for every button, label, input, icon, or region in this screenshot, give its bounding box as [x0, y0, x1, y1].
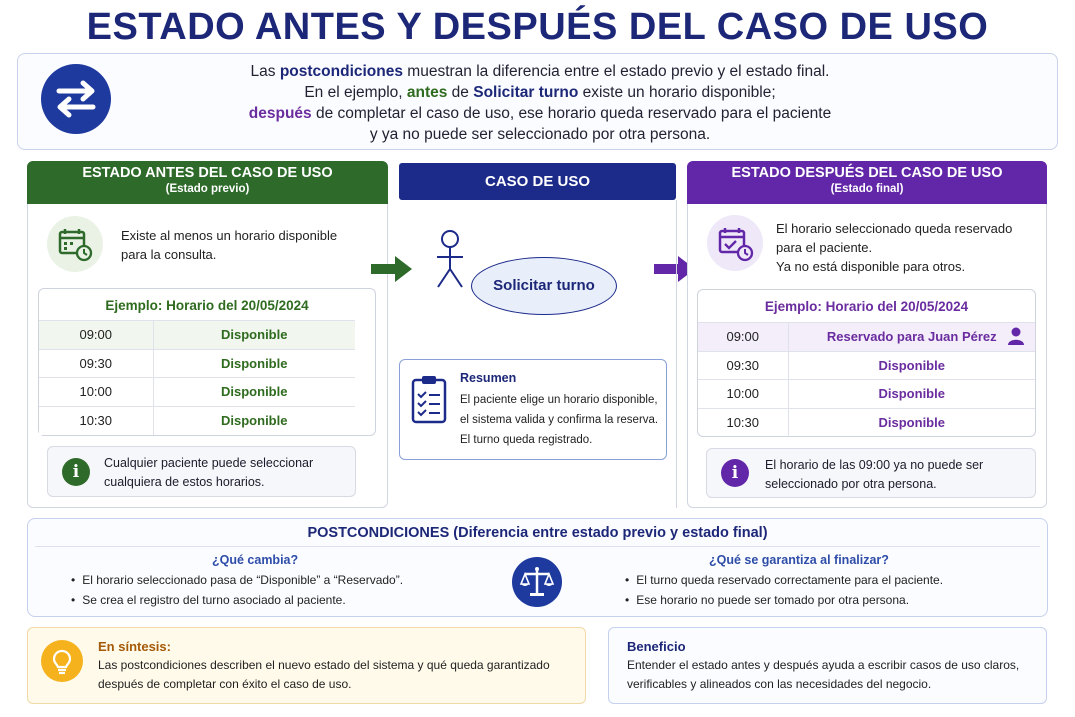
synthesis-title: En síntesis:: [98, 639, 171, 654]
postconditions-title: POSTCONDICIONES (Diferencia entre estado previo y estado final): [307, 525, 768, 541]
table-row: 10:00 Disponible: [39, 378, 355, 407]
scales-icon: [512, 557, 562, 607]
before-description: Existe al menos un horario disponible para la consulta.: [121, 228, 338, 262]
before-panel-header: [27, 161, 388, 204]
before-example-title: Ejemplo: Horario del 20/05/2024: [105, 298, 309, 313]
usecase-ellipse: Solicitar turno: [471, 257, 617, 315]
arrow-right-icon: [371, 255, 413, 288]
what-changes-list: [71, 570, 491, 610]
table-row: 09:30 Disponible: [698, 351, 1035, 380]
after-note-text: El horario de las 09:00 ya no puede ser seleccionado por otra persona.: [765, 458, 984, 491]
actor-icon: [430, 229, 470, 296]
usecase-title: CASO DE USO: [484, 173, 590, 190]
table-row: 10:30 Disponible: [39, 406, 355, 435]
after-panel-header: [687, 161, 1047, 204]
info-icon: i: [62, 458, 90, 486]
after-example-title: Ejemplo: Horario del 20/05/2024: [764, 299, 969, 314]
clipboard-checklist-icon: [409, 374, 449, 431]
table-row: 09:00 Reservado para Juan Pérez: [698, 323, 1035, 352]
after-title: ESTADO DESPUÉS DEL CASO DE USO: [731, 165, 1003, 181]
after-schedule-table: [698, 322, 1035, 437]
table-row: 09:30 Disponible: [39, 349, 355, 378]
before-title: ESTADO ANTES DEL CASO DE USO: [82, 165, 333, 181]
guarantee-list: [625, 570, 1035, 610]
intro-text: Las postcondiciones muestran la diferencia entre el estado previo y el estado final. En el ejemplo, antes de Solicitar turno existe un horario disponible; después de completar el caso de uso, ese horario queda reservado para el paciente y ya no puede ser seleccionado por otra persona.: [248, 63, 832, 143]
guarantee-heading: ¿Qué se garantiza al finalizar?: [709, 553, 889, 567]
swap-arrows-icon: [41, 64, 111, 134]
info-icon: i: [721, 459, 749, 487]
before-subtitle: (Estado previo): [165, 183, 250, 195]
list-item: • El horario seleccionado pasa de “Disponible” a “Reservado”.: [71, 570, 491, 590]
lightbulb-icon: [41, 640, 83, 682]
list-item: • El turno queda reservado correctamente para el paciente.: [625, 570, 1035, 590]
list-item: • Ese horario no puede ser tomado por otra persona.: [625, 590, 1035, 610]
table-row: 10:30 Disponible: [698, 408, 1035, 437]
after-subtitle: (Estado final): [830, 183, 904, 195]
after-description: El horario seleccionado queda reservado para el paciente. Ya no está disponible para otros.: [776, 221, 1013, 274]
before-note-text: Cualquier paciente puede seleccionar cualquiera de estos horarios.: [104, 456, 314, 489]
what-changes-heading: ¿Qué cambia?: [212, 553, 299, 567]
table-row: 10:00 Disponible: [698, 380, 1035, 409]
user-icon: [1006, 326, 1026, 351]
calendar-check-icon: [707, 215, 763, 271]
usecase-header: [399, 163, 676, 200]
benefit-title: Beneficio: [627, 639, 686, 654]
page-title: ESTADO ANTES Y DESPUÉS DEL CASO DE USO: [86, 6, 989, 48]
divider: [35, 546, 1040, 547]
calendar-clock-icon: [47, 216, 103, 272]
before-schedule-table: [39, 320, 355, 435]
list-item: • Se crea el registro del turno asociado al paciente.: [71, 590, 491, 610]
table-row: 09:00 Disponible: [39, 321, 355, 350]
benefit-text: Entender el estado antes y después ayuda a escribir casos de uso claros, verificables y alineados con las necesidades del negocio.: [627, 658, 1020, 691]
summary-text: El paciente elige un horario disponible, el sistema valida y confirma la reserva. El turno queda registrado.: [460, 394, 659, 446]
summary-title: Resumen: [460, 371, 517, 385]
divider: [676, 200, 677, 508]
synthesis-text: Las postcondiciones describen el nuevo estado del sistema y qué queda garantizado después de completar con éxito el caso de uso.: [98, 658, 550, 691]
